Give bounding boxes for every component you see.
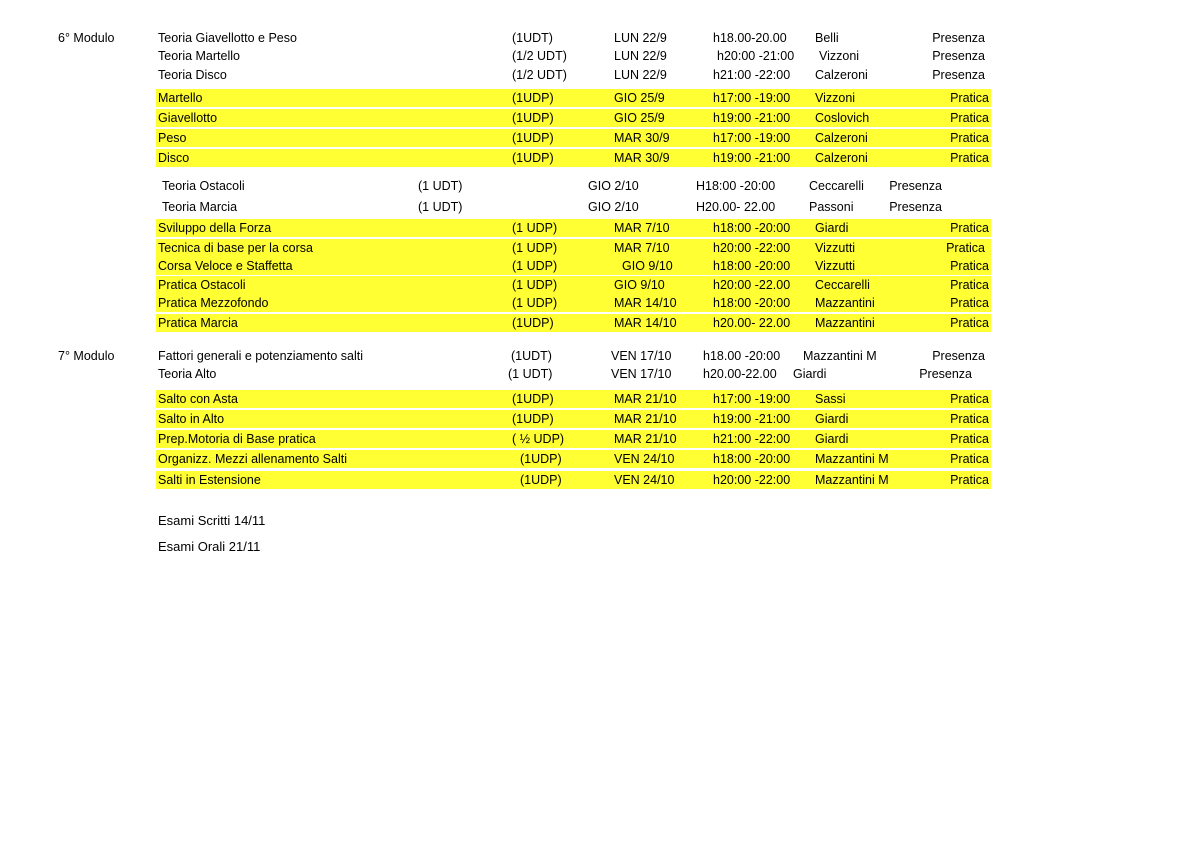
lesson-teacher: Calzeroni bbox=[815, 68, 868, 82]
lesson-units: (1UDP) bbox=[520, 473, 562, 487]
lesson-subject: Disco bbox=[158, 151, 190, 165]
lesson-day: MAR 14/10 bbox=[614, 296, 677, 310]
schedule-row bbox=[156, 219, 991, 237]
lesson-mode: Pratica bbox=[950, 91, 989, 105]
lesson-units: (1 UDP) bbox=[512, 278, 558, 292]
lesson-units: (1UDP) bbox=[512, 412, 554, 426]
lesson-teacher: Mazzantini M bbox=[803, 349, 877, 363]
lesson-time: h18.00-20.00 bbox=[713, 31, 787, 45]
lesson-teacher: Giardi bbox=[815, 221, 849, 235]
lesson-day: GIO 25/9 bbox=[614, 111, 665, 125]
oral-exams-date: Esami Orali 21/11 bbox=[158, 539, 261, 554]
lesson-subject: Salti in Estensione bbox=[158, 473, 261, 487]
lesson-time: h21:00 -22:00 bbox=[713, 432, 791, 446]
lesson-subject: Tecnica di base per la corsa bbox=[158, 241, 313, 255]
lesson-day: MAR 7/10 bbox=[614, 241, 670, 255]
lesson-mode: Presenza bbox=[932, 68, 985, 82]
lesson-time: h20:00 -22:00 bbox=[713, 473, 791, 487]
schedule-row bbox=[156, 177, 991, 195]
lesson-units: (1UDP) bbox=[512, 316, 554, 330]
module-label: 6° Modulo bbox=[58, 31, 115, 45]
lesson-subject: Salto in Alto bbox=[158, 412, 225, 426]
lesson-teacher: Calzeroni bbox=[815, 151, 868, 165]
schedule-row bbox=[156, 47, 991, 65]
lesson-teacher: Giardi bbox=[815, 432, 849, 446]
lesson-time: h19:00 -21:00 bbox=[713, 412, 791, 426]
lesson-teacher: Vizzutti bbox=[815, 259, 856, 273]
schedule-row bbox=[156, 410, 991, 428]
lesson-mode: Pratica bbox=[950, 221, 989, 235]
lesson-subject: Teoria Disco bbox=[158, 68, 227, 82]
lesson-teacher: Ceccarelli bbox=[815, 278, 870, 292]
lesson-units: (1UDP) bbox=[512, 131, 554, 145]
lesson-mode: Presenza bbox=[932, 349, 985, 363]
lesson-mode: Presenza bbox=[932, 49, 985, 63]
lesson-mode: Pratica bbox=[950, 278, 989, 292]
lesson-units: (1 UDP) bbox=[512, 221, 558, 235]
lesson-time: H20.00- 22.00 bbox=[696, 200, 776, 214]
lesson-day: LUN 22/9 bbox=[614, 68, 667, 82]
lesson-mode: Pratica bbox=[950, 473, 989, 487]
schedule-row bbox=[156, 257, 991, 275]
lesson-mode: Pratica bbox=[950, 412, 989, 426]
lesson-time: h20:00 -22:00 bbox=[713, 241, 791, 255]
lesson-teacher: Vizzoni bbox=[819, 49, 860, 63]
lesson-subject: Pratica Ostacoli bbox=[158, 278, 246, 292]
lesson-day: MAR 21/10 bbox=[614, 392, 677, 406]
lesson-time: h17:00 -19:00 bbox=[713, 131, 791, 145]
lesson-subject: Teoria Ostacoli bbox=[162, 179, 245, 193]
lesson-day: GIO 25/9 bbox=[614, 91, 665, 105]
lesson-time: h21:00 -22:00 bbox=[713, 68, 791, 82]
lesson-day: VEN 24/10 bbox=[614, 473, 675, 487]
lesson-units: (1 UDT) bbox=[418, 200, 463, 214]
schedule-row bbox=[156, 390, 991, 408]
lesson-day: MAR 30/9 bbox=[614, 151, 670, 165]
lesson-units: (1 UDP) bbox=[512, 241, 558, 255]
lesson-mode: Presenza bbox=[889, 179, 942, 193]
lesson-subject: Organizz. Mezzi allenamento Salti bbox=[158, 452, 347, 466]
lesson-time: h17:00 -19:00 bbox=[713, 91, 791, 105]
lesson-day: VEN 17/10 bbox=[611, 367, 672, 381]
lesson-teacher: Vizzoni bbox=[815, 91, 856, 105]
lesson-subject: Salto con Asta bbox=[158, 392, 238, 406]
lesson-units: (1/2 UDT) bbox=[512, 68, 567, 82]
lesson-time: H18:00 -20:00 bbox=[696, 179, 776, 193]
lesson-units: (1 UDT) bbox=[418, 179, 463, 193]
lesson-time: h18:00 -20:00 bbox=[713, 296, 791, 310]
lesson-mode: Pratica bbox=[950, 111, 989, 125]
schedule-row bbox=[156, 149, 991, 167]
lesson-subject: Martello bbox=[158, 91, 203, 105]
lesson-time: h20:00 -22.00 bbox=[713, 278, 791, 292]
lesson-units: (1UDP) bbox=[512, 151, 554, 165]
lesson-mode: Pratica bbox=[950, 432, 989, 446]
lesson-mode: Presenza bbox=[919, 367, 972, 381]
schedule-row bbox=[156, 430, 991, 448]
lesson-teacher: Mazzantini bbox=[815, 296, 875, 310]
lesson-mode: Pratica bbox=[950, 316, 989, 330]
lesson-time: h19:00 -21:00 bbox=[713, 111, 791, 125]
written-exams-date: Esami Scritti 14/11 bbox=[158, 513, 266, 528]
lesson-mode: Pratica bbox=[946, 241, 985, 255]
schedule-row bbox=[156, 450, 991, 468]
lesson-units: (1UDP) bbox=[520, 452, 562, 466]
lesson-time: h18:00 -20:00 bbox=[713, 452, 791, 466]
lesson-subject: Prep.Motoria di Base pratica bbox=[158, 432, 316, 446]
lesson-teacher: Giardi bbox=[793, 367, 827, 381]
schedule-row bbox=[156, 471, 991, 489]
lesson-day: LUN 22/9 bbox=[614, 31, 667, 45]
lesson-units: (1UDP) bbox=[512, 91, 554, 105]
lesson-units: (1UDP) bbox=[512, 111, 554, 125]
schedule-row bbox=[156, 365, 991, 383]
lesson-teacher: Belli bbox=[815, 31, 839, 45]
lesson-day: VEN 17/10 bbox=[611, 349, 672, 363]
schedule-row bbox=[156, 89, 991, 107]
schedule-row bbox=[156, 347, 991, 365]
schedule-row bbox=[156, 294, 991, 312]
schedule-row bbox=[156, 29, 991, 47]
lesson-subject: Teoria Giavellotto e Peso bbox=[158, 31, 297, 45]
schedule-row bbox=[156, 239, 991, 257]
lesson-day: MAR 21/10 bbox=[614, 412, 677, 426]
lesson-day: LUN 22/9 bbox=[614, 49, 667, 63]
lesson-day: GIO 9/10 bbox=[622, 259, 673, 273]
lesson-mode: Pratica bbox=[950, 131, 989, 145]
lesson-units: (1UDP) bbox=[512, 392, 554, 406]
lesson-time: h17:00 -19:00 bbox=[713, 392, 791, 406]
lesson-units: (1UDT) bbox=[512, 31, 553, 45]
lesson-day: VEN 24/10 bbox=[614, 452, 675, 466]
lesson-units: (1/2 UDT) bbox=[512, 49, 567, 63]
lesson-day: GIO 2/10 bbox=[588, 200, 639, 214]
lesson-day: MAR 14/10 bbox=[614, 316, 677, 330]
lesson-day: GIO 2/10 bbox=[588, 179, 639, 193]
lesson-units: (1UDT) bbox=[511, 349, 552, 363]
lesson-mode: Presenza bbox=[889, 200, 942, 214]
schedule-row bbox=[156, 129, 991, 147]
lesson-time: h18:00 -20:00 bbox=[713, 221, 791, 235]
lesson-day: MAR 7/10 bbox=[614, 221, 670, 235]
lesson-time: h20.00-22.00 bbox=[703, 367, 777, 381]
lesson-day: MAR 21/10 bbox=[614, 432, 677, 446]
lesson-subject: Pratica Mezzofondo bbox=[158, 296, 269, 310]
lesson-teacher: Mazzantini bbox=[815, 316, 875, 330]
lesson-teacher: Ceccarelli bbox=[809, 179, 864, 193]
lesson-teacher: Vizzutti bbox=[815, 241, 856, 255]
lesson-subject: Teoria Martello bbox=[158, 49, 240, 63]
lesson-teacher: Sassi bbox=[815, 392, 846, 406]
lesson-time: h20:00 -21:00 bbox=[717, 49, 795, 63]
schedule-row bbox=[156, 198, 991, 216]
lesson-teacher: Giardi bbox=[815, 412, 849, 426]
lesson-teacher: Passoni bbox=[809, 200, 854, 214]
lesson-mode: Presenza bbox=[932, 31, 985, 45]
lesson-subject: Teoria Marcia bbox=[162, 200, 238, 214]
lesson-mode: Pratica bbox=[950, 296, 989, 310]
schedule-row bbox=[156, 276, 991, 294]
lesson-day: GIO 9/10 bbox=[614, 278, 665, 292]
lesson-mode: Pratica bbox=[950, 259, 989, 273]
module-label: 7° Modulo bbox=[58, 349, 115, 363]
lesson-subject: Peso bbox=[158, 131, 187, 145]
lesson-mode: Pratica bbox=[950, 392, 989, 406]
schedule-row bbox=[156, 109, 991, 127]
schedule-row bbox=[156, 314, 991, 332]
schedule-row bbox=[156, 66, 991, 84]
lesson-units: ( ½ UDP) bbox=[512, 432, 565, 446]
lesson-subject: Fattori generali e potenziamento salti bbox=[158, 349, 363, 363]
lesson-units: (1 UDP) bbox=[512, 259, 558, 273]
lesson-subject: Giavellotto bbox=[158, 111, 218, 125]
lesson-teacher: Coslovich bbox=[815, 111, 870, 125]
lesson-units: (1 UDT) bbox=[508, 367, 553, 381]
lesson-subject: Sviluppo della Forza bbox=[158, 221, 272, 235]
lesson-day: MAR 30/9 bbox=[614, 131, 670, 145]
lesson-time: h18:00 -20:00 bbox=[713, 259, 791, 273]
lesson-teacher: Mazzantini M bbox=[815, 452, 889, 466]
lesson-time: h19:00 -21:00 bbox=[713, 151, 791, 165]
lesson-time: h18.00 -20:00 bbox=[703, 349, 781, 363]
lesson-subject: Pratica Marcia bbox=[158, 316, 238, 330]
lesson-units: (1 UDP) bbox=[512, 296, 558, 310]
lesson-time: h20.00- 22.00 bbox=[713, 316, 791, 330]
lesson-mode: Pratica bbox=[950, 151, 989, 165]
lesson-subject: Teoria Alto bbox=[158, 367, 217, 381]
lesson-teacher: Mazzantini M bbox=[815, 473, 889, 487]
lesson-mode: Pratica bbox=[950, 452, 989, 466]
lesson-subject: Corsa Veloce e Staffetta bbox=[158, 259, 293, 273]
lesson-teacher: Calzeroni bbox=[815, 131, 868, 145]
